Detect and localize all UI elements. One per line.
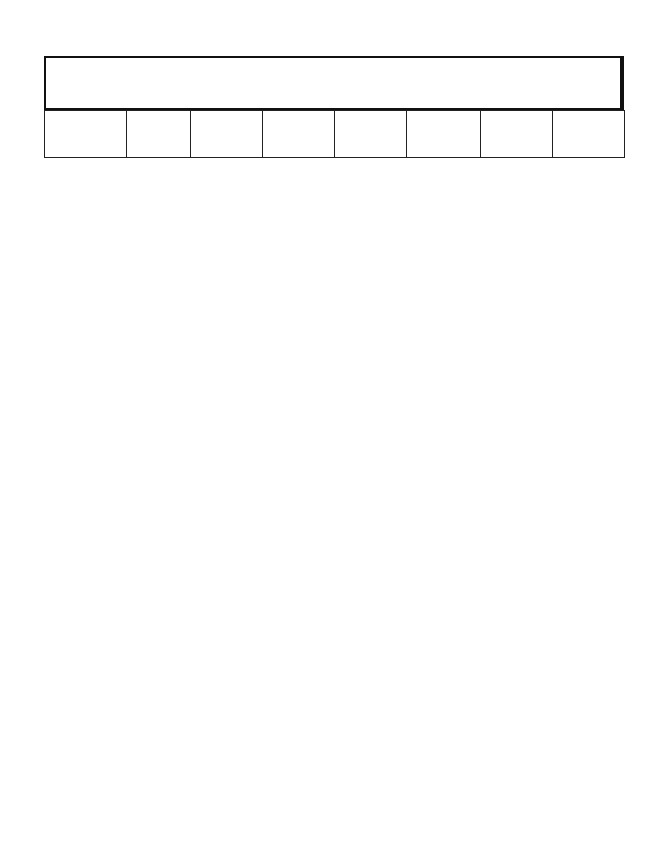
col-header-radians bbox=[45, 111, 127, 158]
header-row bbox=[45, 111, 625, 158]
col-header-sen bbox=[191, 111, 263, 158]
col-header-sec bbox=[481, 111, 553, 158]
col-header-tan bbox=[335, 111, 407, 158]
trig-values-sheet bbox=[44, 56, 624, 158]
col-header-csc bbox=[553, 111, 625, 158]
col-header-cos bbox=[263, 111, 335, 158]
trig-values-table bbox=[44, 110, 625, 158]
col-header-cot bbox=[407, 111, 481, 158]
col-header-degrees bbox=[127, 111, 191, 158]
table-title bbox=[44, 56, 624, 110]
